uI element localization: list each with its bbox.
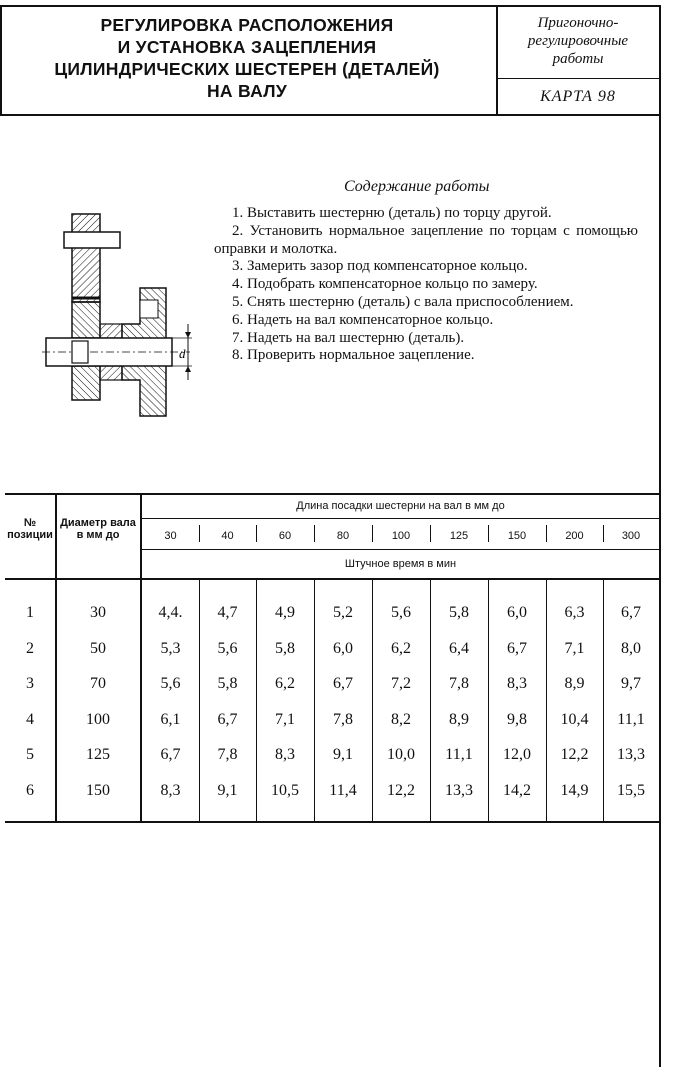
time-cell: 6,1 (160, 711, 181, 728)
work-step: 8. Проверить нормальное зацепление. (232, 347, 475, 364)
time-cell: 6,7 (621, 604, 641, 621)
time-cell: 5,6 (391, 604, 411, 621)
work-step: 3. Замерить зазор под компенсаторное кольцо. (232, 258, 528, 275)
col-header-position: № позиции (7, 517, 53, 541)
time-cell: 5,8 (449, 604, 469, 621)
gear-hub (72, 302, 100, 338)
time-cell: 9,1 (217, 782, 238, 799)
work-category (498, 14, 658, 68)
time-cell: 11,1 (617, 711, 645, 728)
time-cell: 7,8 (217, 746, 238, 763)
card-title (12, 14, 482, 102)
time-cell: 5,6 (217, 640, 238, 657)
table-top-border (5, 493, 660, 495)
time-cell: 4,7 (217, 604, 238, 621)
card-number: КАРТА 98 (540, 88, 616, 105)
top-pin (64, 232, 120, 248)
title-line: И УСТАНОВКА ЗАЦЕПЛЕНИЯ (117, 37, 377, 57)
length-header-cell: 200 (565, 530, 584, 542)
length-header-cell: 30 (164, 530, 177, 542)
time-cell: 7,1 (564, 640, 585, 657)
time-cell: 13,3 (617, 746, 645, 763)
time-cell: 8,3 (160, 782, 181, 799)
col-header-time-group: Штучное время в мин (344, 558, 457, 570)
time-cell: 9,1 (333, 746, 353, 763)
time-cell: 6,7 (217, 711, 238, 728)
time-cell: 12,2 (560, 746, 589, 763)
position-cell: 5 (26, 746, 34, 763)
frame-top-border (0, 5, 660, 7)
diameter-cell: 50 (90, 640, 106, 657)
time-cell: 10,5 (271, 782, 299, 799)
table-col-divider (55, 493, 57, 822)
table-header-bottom (5, 578, 660, 580)
time-cell: 4,4. (158, 604, 183, 621)
gear-hub-lower (72, 366, 100, 400)
time-cell: 8,9 (564, 675, 585, 692)
time-cell: 10,0 (387, 746, 415, 763)
category-divider (496, 78, 659, 79)
category-line: Пригоночно- (537, 15, 619, 31)
time-cell: 8,9 (449, 711, 469, 728)
diameter-cell: 70 (90, 675, 106, 692)
diameter-cell: 30 (90, 604, 106, 621)
length-header-cell: 300 (621, 530, 641, 542)
table-header-divider (142, 518, 659, 519)
time-cell: 8,2 (391, 711, 411, 728)
frame-right-border (659, 5, 661, 1067)
time-cell: 8,3 (275, 746, 295, 763)
time-cell: 6,4 (449, 640, 469, 657)
work-step: 5. Снять шестерню (деталь) с вала приспособлением. (232, 293, 574, 310)
length-header-cell: 125 (449, 530, 469, 542)
work-step: 1. Выставить шестерню (деталь) по торцу другой. (232, 205, 552, 221)
time-cell: 12,2 (387, 782, 415, 799)
length-header-cell: 80 (336, 530, 350, 542)
time-cell: 7,8 (449, 675, 469, 692)
time-cell: 7,2 (391, 675, 411, 692)
time-cell: 13,3 (445, 782, 473, 799)
diameter-cell: 150 (86, 782, 110, 799)
time-cell: 12,0 (503, 746, 531, 763)
col-header-length-group: Длина посадки шестерни на вал в мм до (296, 500, 505, 512)
time-cell: 5,3 (160, 640, 181, 657)
gear-shaft-drawing (40, 206, 200, 426)
time-cell: 15,5 (617, 782, 645, 799)
time-cell: 6,7 (507, 640, 527, 657)
time-cell: 10,4 (560, 711, 589, 728)
time-cell: 9,8 (507, 711, 527, 728)
time-cell: 8,0 (621, 640, 641, 657)
time-cell: 6,7 (160, 746, 181, 763)
gear-body (72, 214, 100, 302)
dimension-label: d (179, 346, 186, 361)
table-bottom-border (5, 821, 660, 823)
position-cell: 1 (26, 604, 34, 621)
work-step: 7. Надеть на вал шестерню (деталь). (232, 329, 465, 346)
diameter-cell: 125 (86, 746, 110, 763)
time-cell: 5,8 (275, 640, 295, 657)
time-cell: 11,4 (329, 782, 357, 799)
time-cell: 6,0 (507, 604, 527, 621)
compensator-ring (100, 324, 122, 338)
time-cell: 6,2 (275, 675, 295, 692)
title-line: РЕГУЛИРОВКА РАСПОЛОЖЕНИЯ (100, 15, 394, 35)
shaft-end (72, 341, 88, 363)
time-cell: 14,9 (560, 782, 589, 799)
col-header-diameter: Диаметр вала в мм до (60, 517, 136, 541)
time-cell: 5,2 (333, 604, 353, 621)
work-step: 4. Подобрать компенсаторное кольцо по замеру. (232, 276, 538, 293)
position-cell: 2 (26, 640, 34, 657)
time-cell: 5,6 (160, 675, 181, 692)
gear-shaft-diagram (40, 206, 200, 421)
time-cell: 6,3 (564, 604, 585, 621)
position-cell: 6 (26, 782, 34, 799)
header-bottom-border (0, 114, 660, 116)
time-cell: 14,2 (503, 782, 531, 799)
table-header-divider (142, 549, 659, 550)
length-header-cell: 100 (391, 530, 411, 542)
time-cell: 9,7 (621, 675, 641, 692)
length-header-cell: 150 (507, 530, 527, 542)
work-step: 6. Надеть на вал компенсаторное кольцо. (232, 311, 494, 328)
diameter-cell: 100 (86, 711, 110, 728)
work-steps-list (214, 205, 638, 365)
time-cell: 6,2 (391, 640, 411, 657)
length-header-cell: 40 (221, 530, 234, 542)
time-cell: 5,8 (217, 675, 238, 692)
time-cell: 4,9 (275, 604, 295, 621)
time-cell: 8,3 (507, 675, 527, 692)
time-cell: 7,1 (275, 711, 295, 728)
time-cell: 11,1 (445, 746, 473, 763)
work-step: 2. Установить нормальное зацепление по торцам с помощью оправки и молотка. (214, 222, 638, 257)
length-header-cell: 60 (278, 530, 292, 542)
time-cell: 6,7 (333, 675, 353, 692)
time-cell: 6,0 (333, 640, 353, 657)
title-line: ЦИЛИНДРИЧЕСКИХ ШЕСТЕРЕН (ДЕТАЛЕЙ) (54, 59, 440, 79)
category-line: работы (552, 51, 604, 67)
frame-left-border (0, 5, 2, 115)
category-line: регулировочные (527, 33, 629, 49)
time-cell: 7,8 (333, 711, 353, 728)
position-cell: 3 (26, 675, 34, 692)
content-heading: Содержание работы (344, 178, 490, 195)
title-line: НА ВАЛУ (206, 81, 288, 101)
position-cell: 4 (26, 711, 34, 728)
